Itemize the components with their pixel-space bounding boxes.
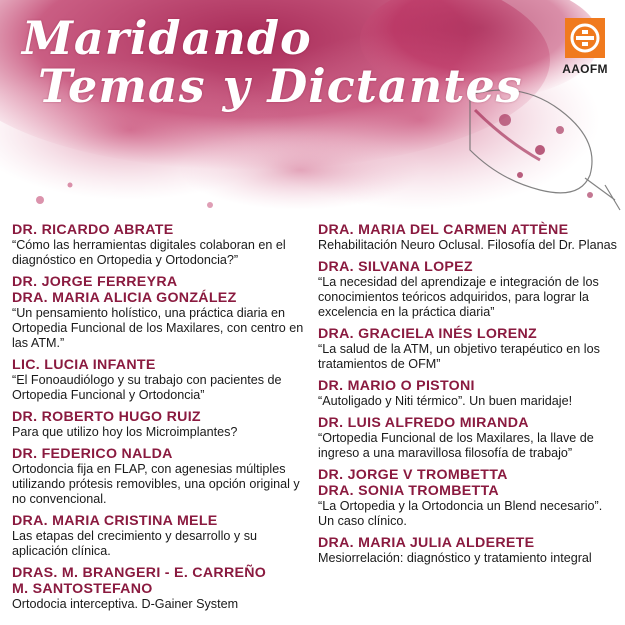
logo-mark-icon [565, 18, 605, 58]
speaker-name: DRAS. M. BRANGERI - E. CARREÑO [12, 565, 267, 581]
speaker-entry [12, 513, 310, 559]
talk-topic: Ortodoncia fija en FLAP, con agenesias múltiples utilizando prótesis removibles, una opción original y no convencional. [12, 462, 300, 506]
speaker-name: DRA. GRACIELA INÉS LORENZ [318, 326, 538, 342]
speaker-entry [318, 222, 618, 253]
talk-topic: “El Fonoaudiólogo y su trabajo con pacientes de Ortopedia Funcional y Ortodoncia” [12, 373, 282, 402]
speaker-entry [318, 535, 618, 566]
speaker-name: DR. RICARDO ABRATE [12, 222, 174, 238]
speaker-name: DRA. MARIA JULIA ALDERETE [318, 535, 535, 551]
speaker-name: DRA. SONIA TROMBETTA [318, 483, 499, 499]
speakers-column-right [318, 222, 618, 572]
speaker-name: DR. ROBERTO HUGO RUIZ [12, 409, 201, 425]
talk-topic: “Cómo las herramientas digitales colaboran en el diagnóstico en Ortopedia y Ortodoncia?” [12, 238, 286, 267]
talk-topic: Mesiorrelación: diagnóstico y tratamiento integral [318, 551, 592, 565]
talk-topic: “La Ortopedia y la Ortodoncia un Blend necesario”. Un caso clínico. [318, 499, 603, 528]
speaker-name: DR. JORGE V TROMBETTA [318, 467, 508, 483]
speaker-entry [12, 274, 310, 351]
talk-topic: “La salud de la ATM, un objetivo terapéutico en los tratamientos de OFM” [318, 342, 600, 371]
speaker-name: DRA. MARIA DEL CARMEN ATTÈNE [318, 222, 569, 238]
speaker-entry [12, 565, 310, 612]
talk-topic: Ortodocia interceptiva. D-Gainer System [12, 597, 239, 611]
speaker-entry [318, 259, 618, 320]
speaker-entry [318, 326, 618, 372]
speaker-entry [12, 222, 310, 268]
title-line-1: Maridando [22, 11, 312, 65]
talk-topic: Rehabilitación Neuro Oclusal. Filosofía del Dr. Planas [318, 238, 617, 252]
speakers-column-left [12, 222, 310, 618]
speaker-name: M. SANTOSTEFANO [12, 581, 153, 597]
page-title [22, 11, 523, 114]
speaker-name: DRA. MARIA ALICIA GONZÁLEZ [12, 290, 237, 306]
speaker-name: DRA. MARIA CRISTINA MELE [12, 513, 218, 529]
logo-label: AAOFM [562, 62, 608, 76]
talk-topic: Para que utilizo hoy los Microimplantes? [12, 425, 238, 439]
talk-topic: “Un pensamiento holístico, una práctica diaria en Ortopedia Funcional de los Maxilares, con centro en las ATM.” [12, 306, 304, 350]
speaker-entry [318, 378, 618, 409]
talk-topic: Las etapas del crecimiento y desarrollo y su aplicación clínica. [12, 529, 258, 558]
title-line-2: Temas y Dictantes [38, 59, 523, 114]
speaker-entry [12, 446, 310, 507]
speaker-name: DR. FEDERICO NALDA [12, 446, 173, 462]
talk-topic: “La necesidad del aprendizaje e integración de los conocimientos teóricos adquiridos, para lograr la excelencia en la práctica diaria” [318, 275, 599, 319]
aaofm-logo [562, 18, 608, 76]
speaker-entry [12, 409, 310, 440]
speaker-name: DRA. SILVANA LOPEZ [318, 259, 473, 275]
speaker-name: DR. MARIO O PISTONI [318, 378, 475, 394]
speaker-name: LIC. LUCIA INFANTE [12, 357, 156, 373]
speaker-entry [318, 415, 618, 461]
talk-topic: “Autoligado y Niti térmico”. Un buen maridaje! [318, 394, 573, 408]
speaker-entry [12, 357, 310, 403]
speaker-name: DR. JORGE FERREYRA [12, 274, 178, 290]
speaker-entry [318, 467, 618, 529]
talk-topic: “Ortopedia Funcional de los Maxilares, la llave de ingreso a una maravillosa filosofía de trabajo” [318, 431, 594, 460]
speaker-name: DR. LUIS ALFREDO MIRANDA [318, 415, 529, 431]
